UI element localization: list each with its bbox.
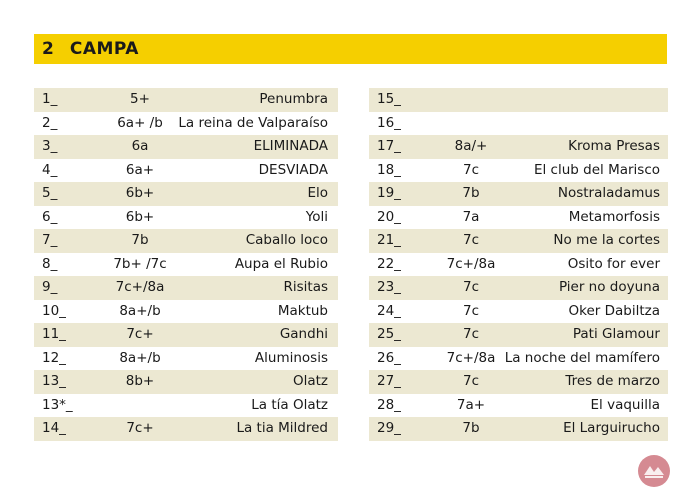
route-number: 4_ (42, 161, 58, 178)
route-name: Maktub (277, 302, 328, 319)
route-name: El Larguirucho (563, 420, 660, 436)
route-grade: 6a+ /b (117, 114, 163, 131)
route-number: 28_ (377, 396, 401, 413)
route-number: 25_ (377, 326, 401, 342)
route-grade: 7c+ (126, 420, 154, 436)
route-name: Yoli (305, 208, 328, 225)
route-grade: 7c (462, 373, 479, 389)
route-row (34, 159, 338, 183)
route-name: Elo (307, 185, 328, 201)
route-grade: 7c (462, 302, 479, 319)
route-number: 1_ (42, 91, 58, 107)
route-number: 17_ (377, 138, 401, 154)
route-name: Olatz (292, 373, 328, 389)
section-title: CAMPA (69, 39, 139, 59)
route-grade: 7b (462, 420, 480, 436)
route-row (34, 394, 338, 418)
route-name: Pier no doyuna (558, 279, 660, 295)
route-row (369, 323, 668, 347)
route-name: Tres de marzo (565, 373, 660, 389)
route-grade: 8a+/b (119, 302, 161, 319)
route-list-left (34, 88, 338, 441)
route-name: El club del Marisco (533, 161, 660, 178)
route-grade: 7c+/8a (446, 255, 496, 272)
route-row (34, 112, 338, 136)
route-number: 15_ (377, 91, 401, 107)
route-number: 18_ (377, 161, 401, 178)
route-row (369, 229, 668, 253)
route-grade: 5+ (130, 91, 150, 107)
route-grade: 7c (462, 232, 479, 248)
route-number: 29_ (377, 420, 401, 436)
route-row (369, 370, 668, 394)
route-number: 24_ (377, 302, 401, 319)
route-grade: 7c (462, 161, 479, 178)
route-number: 8_ (42, 255, 58, 272)
route-grade: 7a (462, 208, 480, 225)
route-name: La tia Mildred (236, 420, 328, 436)
route-number: 9_ (42, 279, 58, 295)
route-row (369, 417, 668, 441)
route-number: 21_ (377, 232, 401, 248)
route-row (34, 417, 338, 441)
route-number: 20_ (377, 208, 401, 225)
route-grade: 7a+ (456, 396, 486, 413)
route-name: La tía Olatz (251, 396, 328, 413)
route-row (34, 88, 338, 112)
club-logo-icon (638, 455, 670, 487)
route-grade: 8a/+ (454, 138, 488, 154)
route-number: 10_ (42, 302, 66, 319)
route-row (34, 300, 338, 324)
route-grade: 8a+/b (119, 349, 161, 366)
route-number: 2_ (42, 114, 58, 131)
route-grade: 7c+/8a (115, 279, 165, 295)
route-name: La noche del mamífero (504, 349, 660, 366)
route-number: 22_ (377, 255, 401, 272)
route-grade: 7c (462, 326, 479, 342)
route-name: La reina de Valparaíso (178, 114, 328, 131)
route-number: 13*_ (42, 396, 73, 413)
route-name: El vaquilla (590, 396, 660, 413)
route-name: Oker Dabiltza (568, 302, 660, 319)
route-grade: 6a+ (125, 161, 155, 178)
route-name: Penumbra (259, 91, 328, 107)
route-row (369, 253, 668, 277)
route-row (369, 206, 668, 230)
route-grade: 8b+ (125, 373, 155, 389)
route-row (369, 300, 668, 324)
route-row (34, 253, 338, 277)
route-row (34, 206, 338, 230)
route-name: Gandhi (279, 326, 328, 342)
route-number: 13_ (42, 373, 66, 389)
route-number: 16_ (377, 114, 401, 131)
route-row (369, 347, 668, 371)
route-row (34, 135, 338, 159)
route-grade: 7c (462, 279, 479, 295)
route-row (369, 159, 668, 183)
route-number: 23_ (377, 279, 401, 295)
route-number: 19_ (377, 185, 401, 201)
route-number: 11_ (42, 326, 66, 342)
route-number: 12_ (42, 349, 66, 366)
route-name: Pati Glamour (572, 326, 660, 342)
route-grade: 6a (131, 138, 149, 154)
route-grade: 6b+ (125, 208, 155, 225)
route-row (34, 370, 338, 394)
route-name: Risitas (283, 279, 328, 295)
section-number: 2 (42, 39, 54, 59)
route-number: 5_ (42, 185, 58, 201)
route-number: 27_ (377, 373, 401, 389)
route-row (369, 88, 668, 112)
route-row (34, 323, 338, 347)
route-row (34, 182, 338, 206)
route-name: Nostraladamus (557, 185, 660, 201)
route-row (34, 276, 338, 300)
route-row (34, 347, 338, 371)
route-number: 26_ (377, 349, 401, 366)
route-row (369, 394, 668, 418)
route-name: Kroma Presas (568, 138, 660, 154)
route-grade: 7c+/8a (446, 349, 496, 366)
route-grade: 6b+ (125, 185, 155, 201)
route-name: ELIMINADA (253, 138, 328, 154)
route-row (369, 112, 668, 136)
route-grade: 7c+ (126, 326, 154, 342)
route-row (369, 182, 668, 206)
route-name: Osito for ever (567, 255, 660, 272)
route-name: Metamorfosis (568, 208, 660, 225)
route-list-right (369, 88, 668, 441)
route-row (369, 276, 668, 300)
route-row (369, 135, 668, 159)
route-name: Caballo loco (245, 232, 328, 248)
route-grade: 7b+ /7c (113, 255, 167, 272)
route-grade: 7b (462, 185, 480, 201)
route-number: 3_ (42, 138, 58, 154)
route-row (34, 229, 338, 253)
route-number: 7_ (42, 232, 58, 248)
route-number: 14_ (42, 420, 66, 436)
section-header (34, 34, 667, 64)
route-name: Aluminosis (254, 349, 328, 366)
route-name: No me la cortes (553, 232, 660, 248)
route-name: Aupa el Rubio (234, 255, 328, 272)
route-number: 6_ (42, 208, 58, 225)
route-grade: 7b (131, 232, 149, 248)
route-name: DESVIADA (258, 161, 328, 178)
